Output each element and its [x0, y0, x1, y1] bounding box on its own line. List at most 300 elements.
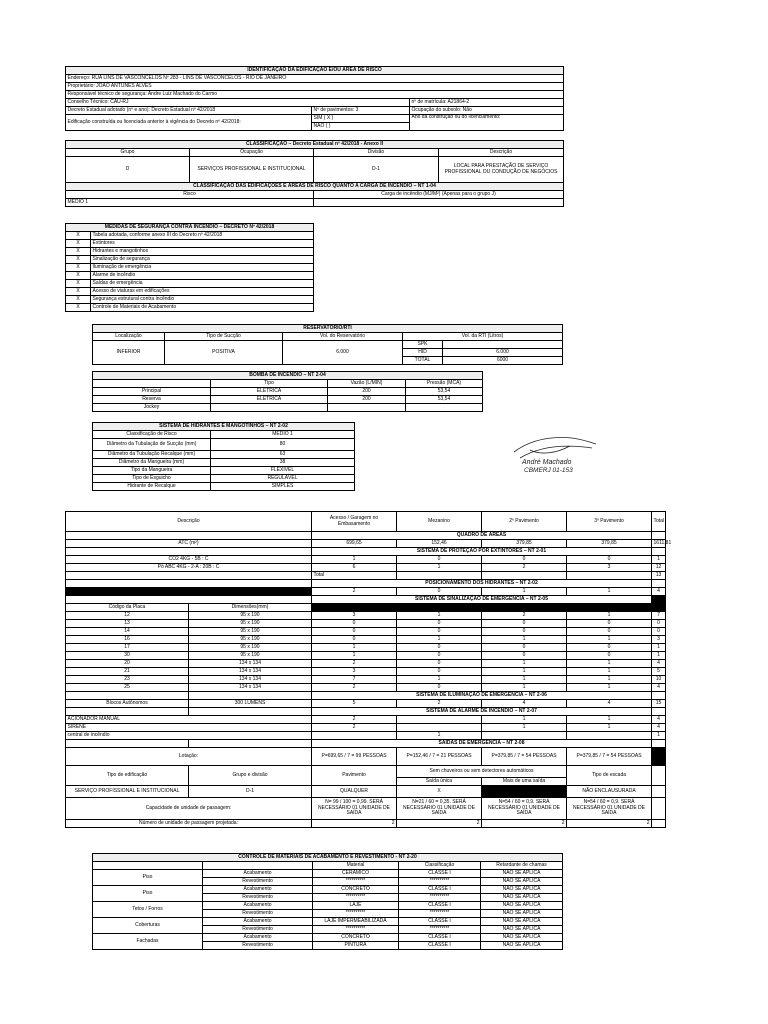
col-description: Descrição — [66, 512, 312, 532]
reservoir-title: RESERVATÓRIO/RTI — [93, 325, 563, 333]
value-cell: 1 — [567, 660, 652, 668]
single-exit-mark: X — [397, 786, 482, 798]
value-cell: 0 — [567, 628, 652, 636]
value-cell: 699,65 — [312, 540, 397, 548]
spk-label: SPK — [403, 341, 443, 349]
measure-mark: X — [66, 264, 91, 272]
value-cell: 3 — [567, 564, 652, 572]
spk-value — [443, 341, 563, 349]
measure-row — [66, 240, 314, 248]
pump-pressure: 53,54 — [406, 396, 483, 404]
material-name: LAJE IMPERMEABILIZADA — [313, 918, 399, 926]
signage-header-row — [66, 604, 666, 612]
material-class: ********** — [399, 878, 481, 886]
material-group: Fachadas — [93, 934, 203, 950]
measure-row — [66, 264, 314, 272]
plate-code: 16 — [66, 636, 189, 644]
address: Endereço: RUA LINS DE VASCONCELOS Nº 283 - LINS DE VASCONCELOS - RIO DE JANEIRO — [66, 75, 564, 83]
measure-mark: X — [66, 280, 91, 288]
measure-label: Hidrantes e mangotinhos — [91, 248, 314, 256]
measure-row — [66, 256, 314, 264]
value-cell — [397, 724, 482, 732]
pump-section — [92, 371, 482, 412]
material-group: Tetos / Forros — [93, 902, 203, 918]
value-cell: 0 — [397, 628, 482, 636]
value-cell: 0 — [397, 684, 482, 692]
blacked-cell — [652, 604, 666, 612]
value-cell: 1 — [482, 716, 567, 724]
material-layer: Revestimento — [203, 926, 313, 934]
signage-row — [66, 652, 666, 660]
value-cell: 12 — [652, 564, 666, 572]
col-location: Localização — [93, 333, 165, 341]
material-name: CERÂMICO — [313, 870, 399, 878]
hydrant-row — [93, 451, 355, 459]
blank — [189, 740, 312, 748]
occupancy-row — [66, 748, 666, 766]
value-cell: 4 — [482, 700, 567, 708]
material-retardant: NÃO SE APLICA — [481, 910, 563, 918]
value-cell: 1 — [397, 636, 482, 644]
materials-title: CONTROLE DE MATERIAIS DE ACABAMENTO E REVESTIMENTO - NT 2-20 — [93, 854, 563, 862]
hydrant-value: 38 — [211, 459, 355, 467]
blank — [652, 580, 666, 588]
measure-mark: X — [66, 296, 91, 304]
division-value: D-1 — [314, 157, 439, 183]
col-description: Descrição — [439, 149, 564, 157]
value-cell: 0 — [397, 668, 482, 676]
blank — [652, 786, 666, 798]
measure-label: Segurança estrutural contra incêndio — [91, 296, 314, 304]
col-mezzanine: Mezanino — [397, 512, 482, 532]
col-classification: Classificação — [399, 862, 481, 870]
blank — [482, 572, 567, 580]
value-cell: 0 — [482, 556, 567, 564]
value-cell: 5 — [312, 700, 397, 708]
value-cell: 0 — [397, 588, 482, 596]
main-section — [65, 511, 672, 828]
plate-dimensions: 134 x 134 — [189, 684, 312, 692]
value-cell: 0 — [482, 620, 567, 628]
atc-row — [66, 540, 666, 548]
measure-row — [66, 272, 314, 280]
value-cell: 1 — [652, 556, 666, 564]
signage-title-row — [66, 596, 666, 604]
hydrant-row — [93, 459, 355, 467]
signage-row — [66, 612, 666, 620]
value-cell: 1 — [567, 588, 652, 596]
material-retardant: NÃO SE APLICA — [481, 942, 563, 950]
ext-total-value: 13 — [652, 572, 666, 580]
material-name: PINTURA — [313, 942, 399, 950]
measure-label: Tabela adotada, conforme anexo III do Decreto nº 42/2018 — [91, 232, 314, 240]
material-row — [93, 870, 563, 878]
alarm-title-label: SISTEMA DE ALARME DE INCÊNDIO – NT 2-07 — [312, 708, 652, 716]
alarm-title — [66, 708, 666, 716]
value-cell: 0 — [567, 644, 652, 652]
lighting-title-label: SISTEMA DE ILUMINAÇÃO DE EMERGÊNCIA – NT 2-06 — [312, 692, 652, 700]
hydrant-pos-title-row — [66, 580, 666, 588]
blank — [652, 798, 666, 820]
hid-label: HID — [403, 349, 443, 357]
description-value: LOCAL PARA PRESTAÇÃO DE SERVIÇO PROFISSIONAL OU CONDUÇÃO DE NEGÓCIOS — [439, 157, 564, 183]
blank — [652, 820, 666, 828]
value-cell: 0 — [397, 620, 482, 628]
floor-value: QUALQUER — [312, 786, 397, 798]
value-cell: 4 — [652, 660, 666, 668]
pump-title: BOMBA DE INCÊNDIO – NT 2-04 — [93, 372, 483, 380]
measure-mark: X — [66, 232, 91, 240]
value-cell: 0 — [567, 652, 652, 660]
plate-code: 30 — [66, 652, 189, 660]
blank — [66, 596, 312, 604]
hydrant-value: REGULÁVEL — [211, 475, 355, 483]
plate-dimensions: 95 x 190 — [189, 620, 312, 628]
plate-code: 20 — [66, 660, 189, 668]
plate-code: 25 — [66, 684, 189, 692]
owner: Proprietário: JOÃO ANTUNES ALVES — [66, 83, 564, 91]
hydrant-pos-row — [66, 588, 666, 596]
signature-registration: CBMERJ 01-153 — [524, 467, 573, 474]
hydrant-pos-title: POSICIONAMENTO DOS HIDRANTES – NT 2-02 — [312, 580, 652, 588]
hydrant-row — [93, 467, 355, 475]
capacity-row — [66, 798, 666, 820]
measure-mark: X — [66, 288, 91, 296]
blank — [652, 532, 666, 540]
material-group: Coberturas — [93, 918, 203, 934]
blank — [397, 572, 482, 580]
material-name: CONCRETO — [313, 886, 399, 894]
alarm-item: central de incêndio — [66, 732, 312, 740]
value-cell: 2 — [482, 564, 567, 572]
signage-row — [66, 644, 666, 652]
value-cell: 1 — [482, 636, 567, 644]
material-name: ********** — [313, 878, 399, 886]
hydrant-value: 80 — [211, 439, 355, 451]
extinguisher-row — [66, 556, 666, 564]
value-cell: 0 — [397, 652, 482, 660]
value-cell: 1 — [397, 732, 482, 740]
value-cell — [397, 716, 482, 724]
lighting-title — [66, 692, 666, 700]
material-class: CLASSE I — [399, 902, 481, 910]
measure-mark: X — [66, 256, 91, 264]
fire-load-title: CLASSIFICAÇÃO DAS EDIFICAÇÕES E ÁREAS DE RISCO QUANTO A CARGA DE INCÊNDIO – NT 1-04 — [66, 183, 564, 191]
hydrant-value: FLEXÍVEL — [211, 467, 355, 475]
col-single-exit: Saída única — [397, 778, 482, 786]
basement: Ocupação do subsolo: Não — [410, 107, 564, 115]
material-layer: Acabamento — [203, 886, 313, 894]
extinguisher-type: CO2 4KG - 5B : C — [66, 556, 312, 564]
material-retardant: NÃO SE APLICA — [481, 886, 563, 894]
blacked-cell — [567, 604, 652, 612]
capacity-label: Capacidade de unidade de passagem: — [66, 798, 312, 820]
value-cell: 0 — [567, 556, 652, 564]
value-cell: 2 — [312, 588, 397, 596]
value-cell: 2 — [312, 716, 397, 724]
hydrant-section — [92, 422, 354, 491]
value-cell: 152,46 — [397, 540, 482, 548]
mat-blank-2 — [203, 862, 313, 870]
value-cell: 379,85 — [567, 540, 652, 548]
material-layer: Acabamento — [203, 918, 313, 926]
col-risk: Risco — [66, 191, 314, 199]
responsible: Responsável técnico de segurança: Andre Luiz Machado do Carmo — [66, 91, 564, 99]
occupancy-value: P=379,85 / 7 = 54 PESSOAS — [482, 748, 567, 766]
material-name: ********** — [313, 894, 399, 902]
value-cell: 7 — [652, 612, 666, 620]
blacked-cell — [397, 604, 482, 612]
value-cell: 7 — [312, 676, 397, 684]
council: Conselho Técnico: CAU-RJ — [66, 99, 410, 107]
material-layer: Acabamento — [203, 902, 313, 910]
atc-label: ATC (m²) — [66, 540, 312, 548]
material-class: CLASSE I — [399, 934, 481, 942]
measure-mark: X — [66, 304, 91, 312]
exit-title-label: SAÍDAS DE EMERGÊNCIA – NT 2-08 — [312, 740, 652, 748]
group-division: D-1 — [189, 786, 312, 798]
col-volume: Vol. do Reservatório — [283, 333, 403, 341]
plate-code: 17 — [66, 644, 189, 652]
measure-label: Acesso de viaturas em edificações — [91, 288, 314, 296]
value-cell: 2 — [397, 700, 482, 708]
suction-value: POSITIVA — [165, 341, 283, 365]
pump-name: Jockey — [93, 404, 211, 412]
risk-value: MÉDIO 1 — [66, 199, 314, 207]
col-rti: Vol. da RTI (Litros) — [403, 333, 563, 341]
col-building-type: Tipo de edificação — [66, 766, 189, 786]
value-cell: 4 — [652, 716, 666, 724]
material-class: ********** — [399, 894, 481, 902]
col-occupation: Ocupação — [190, 149, 314, 157]
col-no-sprinklers: Sem chuveiros ou sem detectores automáticos — [397, 766, 567, 778]
measure-row — [66, 288, 314, 296]
exit-title — [66, 740, 666, 748]
col-material: Material — [313, 862, 399, 870]
hydrant-value: 63 — [211, 451, 355, 459]
exit-values-row — [66, 786, 666, 798]
material-row — [93, 934, 563, 942]
col-floor-3: 3º Pavimento — [567, 512, 652, 532]
material-class: CLASSE I — [399, 870, 481, 878]
hydrant-key: Tipo da Mangueira — [93, 467, 211, 475]
material-class: ********** — [399, 926, 481, 934]
col-floor: Pavimento — [312, 766, 397, 786]
value-cell: 2 — [312, 660, 397, 668]
blank — [66, 548, 312, 556]
blank — [652, 692, 666, 700]
value-cell: 2 — [482, 612, 567, 620]
blank — [189, 708, 312, 716]
measures-section — [65, 223, 313, 312]
blank — [652, 766, 666, 786]
material-group: Piso — [93, 870, 203, 886]
material-retardant: NÃO SE APLICA — [481, 878, 563, 886]
blacked-cell — [652, 596, 666, 604]
plate-code: 12 — [66, 612, 189, 620]
value-cell: 1 — [482, 588, 567, 596]
total-label: TOTAL — [403, 357, 443, 365]
value-cell: 0 — [312, 628, 397, 636]
signage-row — [66, 628, 666, 636]
value-cell: 1 — [567, 612, 652, 620]
alarm-row — [66, 716, 666, 724]
value-cell: 1 — [652, 732, 666, 740]
value-cell: 1611,81 — [653, 539, 672, 546]
signage-row — [66, 684, 666, 692]
signage-title: SISTEMA DE SINALIZAÇÃO DE EMERGÊNCIA – NT 2-05 — [312, 596, 652, 604]
measure-mark: X — [66, 240, 91, 248]
measures-title: MEDIDAS DE SEGURANÇA CONTRA INCÊNDIO – DECRETO Nº 42/2018 — [66, 224, 314, 232]
pump-row — [93, 404, 483, 412]
alarm-row — [66, 732, 666, 740]
capacity-value: N=21 / 60 = 0,35. SERÁ NECESSÁRIO 01 UNIDADE DE SAÍDA — [397, 798, 482, 820]
material-layer: Revestimento — [203, 894, 313, 902]
value-cell: 4 — [652, 588, 666, 596]
hydrant-row — [93, 483, 355, 491]
alarm-item: SIRENE — [66, 724, 312, 732]
hydrant-row — [93, 475, 355, 483]
signature-name: André Machado — [522, 459, 572, 466]
col-pressure: Pressão (MCA) — [406, 380, 483, 388]
value-cell: 0 — [397, 660, 482, 668]
occupancy-value: P=699,65 / 7 = 99 PESSOAS — [312, 748, 397, 766]
measure-mark: X — [66, 248, 91, 256]
blank — [189, 692, 312, 700]
material-name: LAJE — [313, 902, 399, 910]
blacked-cell — [312, 604, 397, 612]
value-cell: 15 — [652, 700, 666, 708]
volume-value: 6.000 — [283, 341, 403, 365]
blank — [652, 740, 666, 748]
measure-label: Controle de Materiais de Acabamento — [91, 304, 314, 312]
hydrant-key: Classificação de Risco — [93, 431, 211, 439]
value-cell: 1 — [567, 668, 652, 676]
material-layer: Revestimento — [203, 910, 313, 918]
hydrant-key: Hidrante de Recalque — [93, 483, 211, 491]
plate-dimensions: 134 x 134 — [189, 676, 312, 684]
material-class: CLASSE I — [399, 886, 481, 894]
signature-stamp — [510, 430, 600, 476]
classification-title: CLASSIFICAÇÃO – Decreto Estadual nº 42/2018 - Anexo II — [66, 141, 564, 149]
value-cell: 1 — [567, 676, 652, 684]
col-total: Total — [652, 512, 666, 532]
value-cell: 1 — [652, 652, 666, 660]
value-cell: 1 — [482, 684, 567, 692]
identification-title: IDENTIFICAÇÃO DA EDIFICAÇÃO E/OU ÁREA DE RISCO — [66, 67, 564, 75]
passage-units-value: 2 — [482, 820, 567, 828]
col-division: Divisão — [314, 149, 439, 157]
measure-label: Iluminação de emergência — [91, 264, 314, 272]
material-row — [93, 886, 563, 894]
value-cell: 1 — [482, 724, 567, 732]
value-cell: 1 — [567, 724, 652, 732]
exit-header-row — [66, 766, 666, 778]
reservoir-section — [92, 324, 562, 365]
registration: nº de matrícula: A21864-2 — [410, 99, 564, 107]
material-row — [93, 918, 563, 926]
col-retardant: Retardante de chamas — [481, 862, 563, 870]
material-layer: Acabamento — [203, 934, 313, 942]
occupancy-value: P=379,85 / 7 = 54 PESSOAS — [567, 748, 652, 766]
signage-row — [66, 636, 666, 644]
ext-total-label: Total — [312, 572, 397, 580]
value-cell: 1 — [312, 644, 397, 652]
value-cell: 6 — [312, 564, 397, 572]
value-cell: 379,85 — [482, 540, 567, 548]
value-cell: 0 — [482, 628, 567, 636]
pump-row — [93, 388, 483, 396]
capacity-value: N=54 / 60 = 0,9. SERÁ NECESSÁRIO 01 UNIDADE DE SAÍDA — [482, 798, 567, 820]
construction-year: Ano da construção ou do licenciamento: — [410, 115, 564, 131]
material-layer: Revestimento — [203, 942, 313, 950]
pump-type: ELÉTRICA — [211, 396, 328, 404]
measure-row — [66, 232, 314, 240]
total-value: 6000 — [443, 357, 563, 365]
passage-units-value: 2 — [567, 820, 652, 828]
pump-row — [93, 396, 483, 404]
blacked-cell — [652, 748, 666, 766]
passage-units-row — [66, 820, 666, 828]
value-cell: 1 — [312, 556, 397, 564]
material-retardant: NÃO SE APLICA — [481, 894, 563, 902]
lighting-row — [66, 700, 666, 708]
occupation-value: SERVIÇOS PROFISSIONAL E INSTITUCIONAL — [190, 157, 314, 183]
material-class: ********** — [399, 910, 481, 918]
col-plate-code: Código da Placa — [66, 604, 189, 612]
blacked-cell — [482, 786, 567, 798]
value-cell: 1 — [397, 612, 482, 620]
plate-code: 14 — [66, 628, 189, 636]
value-cell — [567, 732, 652, 740]
value-cell: 10 — [652, 676, 666, 684]
pump-type — [211, 404, 328, 412]
areas-title: QUADRO DE ÁREAS — [312, 532, 652, 540]
value-cell: 4 — [567, 700, 652, 708]
material-row — [93, 902, 563, 910]
pump-type: ELÉTRICA — [211, 388, 328, 396]
value-cell: 1 — [652, 644, 666, 652]
pump-name: Reserva — [93, 396, 211, 404]
plate-dimensions: 95 x 190 — [189, 652, 312, 660]
col-floor-2: 2º Pavimento — [482, 512, 567, 532]
value-cell: 3 — [652, 636, 666, 644]
pump-flow: 200 — [328, 396, 406, 404]
header-row — [66, 512, 666, 532]
mat-blank-1 — [93, 862, 203, 870]
value-cell: 1 — [397, 676, 482, 684]
no-option: NÃO ( ) — [312, 123, 410, 131]
signage-row — [66, 668, 666, 676]
blank — [66, 532, 312, 540]
ext-total-row — [66, 572, 666, 580]
plate-dimensions: 134 x 134 — [189, 668, 312, 676]
blank — [567, 572, 652, 580]
col-type: Tipo — [211, 380, 328, 388]
value-cell: 2 — [312, 724, 397, 732]
lighting-lumens: 300 LUMENS — [189, 700, 312, 708]
col-access: Acesso / Garagem no Embasamento — [312, 512, 397, 532]
blank — [652, 708, 666, 716]
signage-row — [66, 676, 666, 684]
classification-section — [65, 140, 563, 207]
material-class: CLASSE I — [399, 918, 481, 926]
areas-title-row — [66, 532, 666, 540]
value-cell: 0 — [312, 620, 397, 628]
signature-scribble — [514, 438, 596, 458]
material-retardant: NÃO SE APLICA — [481, 902, 563, 910]
hydrant-key: Diâmetro da Tubulação de Sucção (mm) — [93, 439, 211, 451]
